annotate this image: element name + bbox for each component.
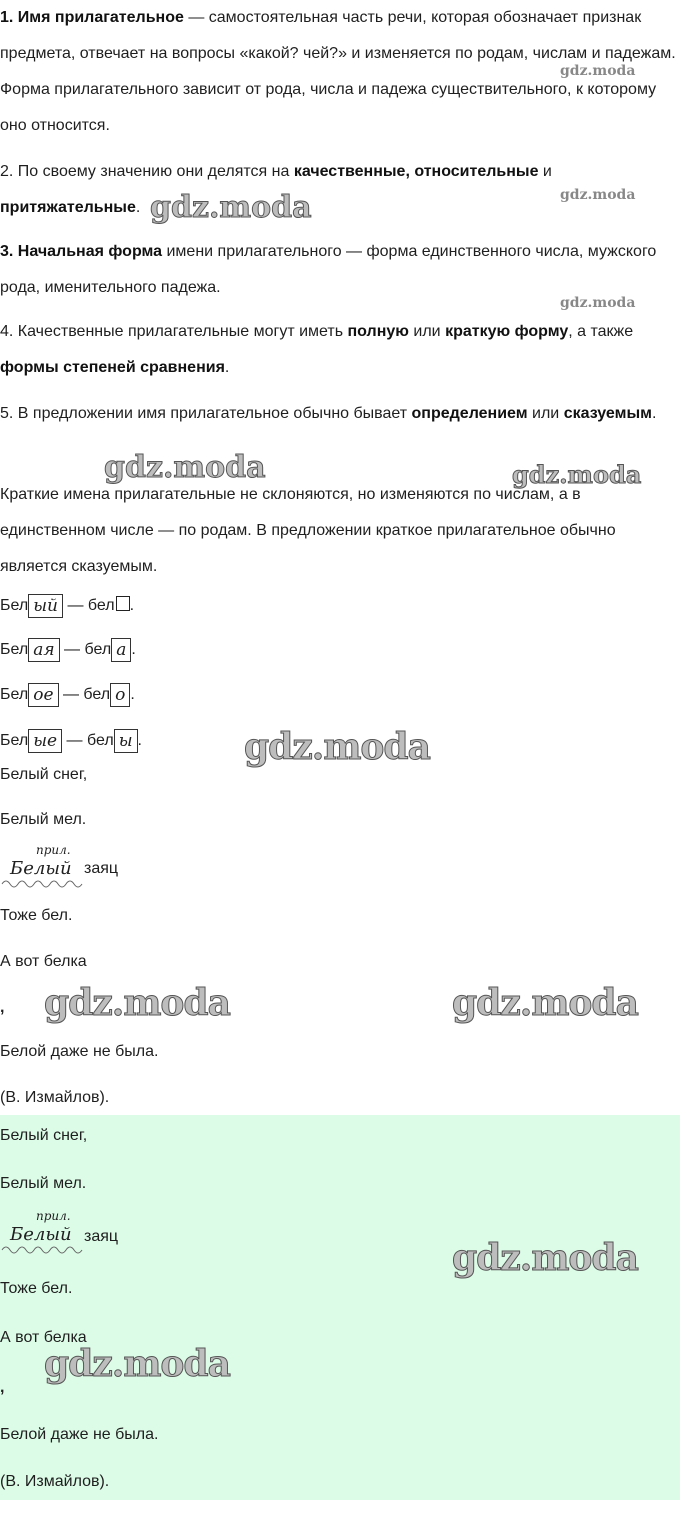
watermark: gdz.moda: [244, 726, 430, 768]
rule-4-bold-2: краткую форму: [445, 323, 569, 340]
answer-line-7: Белой даже не была.: [0, 1426, 159, 1443]
form-row-2: [0, 638, 136, 662]
form-dash: — бел: [59, 641, 112, 659]
rule-4-end: .: [224, 359, 230, 376]
answer-line-4: Тоже бел.: [0, 1280, 73, 1297]
rule-3-head: 3. Начальная форма: [0, 243, 163, 260]
form-row-1: [0, 594, 134, 618]
rule-5: [0, 396, 676, 432]
rule-2-text: 2. По своему значению они делятся на: [0, 163, 294, 180]
poem-line-1: Белый снег,: [0, 766, 88, 783]
answer-underlined-word: Белый: [10, 1224, 72, 1245]
watermark: gdz.moda: [560, 187, 636, 203]
form-row-4: [0, 729, 142, 753]
rule-4: [0, 314, 676, 386]
form-end: .: [137, 732, 142, 750]
rule-2-bold-2: притяжательные: [0, 199, 136, 216]
wavy-underline-icon: [0, 876, 84, 888]
rule-2-end: .: [135, 199, 141, 216]
rule-4-bold-1: полную: [347, 323, 409, 340]
rule-4-mid: , а также: [568, 323, 634, 340]
form-end: .: [131, 641, 136, 659]
form-dash: — бел: [58, 686, 111, 704]
rule-1-text: — самостоятельная часть речи, которая обозначает признак предмета, отвечает на вопросы «какой? чей?» и изменяется по родам, числам и падежам. Форма прилагательного зависит от рода, числа и падежа существительного, к которому оно относится.: [0, 9, 676, 134]
ending-box: а: [111, 638, 131, 662]
answer-line-5: А вот белка: [0, 1329, 87, 1346]
watermark: gdz.moda: [560, 295, 636, 311]
poem-line-7: Белой даже не была.: [0, 1043, 159, 1060]
ending-box: ая: [28, 638, 59, 662]
zero-ending-box: [116, 596, 130, 611]
rule-5-end: .: [651, 405, 657, 422]
ending-box: ые: [28, 729, 62, 753]
underlined-word: Белый: [10, 858, 72, 879]
watermark: gdz.moda: [150, 190, 312, 225]
poem-line-3: заяц: [84, 860, 119, 877]
form-stem: Бел: [0, 732, 29, 750]
answer-line-1: Белый снег,: [0, 1127, 88, 1144]
pos-mark: прил.: [36, 843, 71, 857]
watermark: gdz.moda: [560, 63, 636, 79]
rule-5-bold-2: сказуемым: [563, 405, 652, 422]
watermark: gdz.moda: [452, 982, 638, 1024]
form-stem: Бел: [0, 641, 29, 659]
watermark: gdz.moda: [104, 450, 266, 485]
answer-line-2: Белый мел.: [0, 1175, 87, 1192]
poem-author: (В. Измайлов).: [0, 1089, 110, 1106]
answer-wavy-underline-icon: [0, 1242, 84, 1254]
form-row-3: [0, 683, 135, 707]
watermark: gdz.moda: [452, 1237, 638, 1279]
poem-line-2: Белый мел.: [0, 811, 87, 828]
ending-box: о: [110, 683, 130, 707]
rule-5-bold-1: определением: [411, 405, 528, 422]
ending-box: ы: [114, 729, 138, 753]
watermark: gdz.moda: [44, 982, 230, 1024]
rule-2-bold-1: качественные, относительные: [293, 163, 539, 180]
watermark: gdz.moda: [44, 1343, 230, 1385]
watermark: gdz.moda: [512, 460, 642, 489]
answer-line-6: ,: [0, 1379, 5, 1396]
rule-1-head: 1. Имя прилагательное: [0, 9, 184, 26]
answer-line-3: заяц: [84, 1228, 119, 1245]
answer-pos-mark: прил.: [36, 1209, 71, 1223]
poem-line-5: А вот белка: [0, 953, 87, 970]
ending-box: ый: [28, 594, 63, 618]
rule-5-text: 5. В предложении имя прилагательное обычно бывает: [0, 405, 412, 422]
rule-4-bold-3: формы степеней сравнения: [0, 359, 225, 376]
form-dash: — бел: [62, 732, 114, 750]
form-end: .: [130, 686, 135, 704]
ending-box: ое: [28, 683, 58, 707]
form-stem: Бел: [0, 597, 29, 615]
rule-5-conj: или: [527, 405, 564, 422]
form-stem: Бел: [0, 686, 29, 704]
rule-3-text: имени прилагательного — форма единственного числа, мужского рода, именительного падежа.: [0, 243, 657, 296]
answer-author: (В. Измайлов).: [0, 1473, 110, 1490]
form-end: .: [129, 597, 135, 615]
poem-line-6: ,: [0, 999, 5, 1016]
rule-4-conj: или: [408, 323, 446, 340]
rule-4-text: 4. Качественные прилагательные могут иметь: [0, 323, 348, 340]
short-adjectives-text: Краткие имена прилагательные не склоняются, но изменяются по числам, а в единственном числе — по родам. В предложении краткое прилагательное обычно является сказуемым.: [0, 486, 616, 575]
poem-line-4: Тоже бел.: [0, 907, 73, 924]
form-dash: — бел: [63, 597, 115, 615]
rule-2-conj: и: [538, 163, 552, 180]
